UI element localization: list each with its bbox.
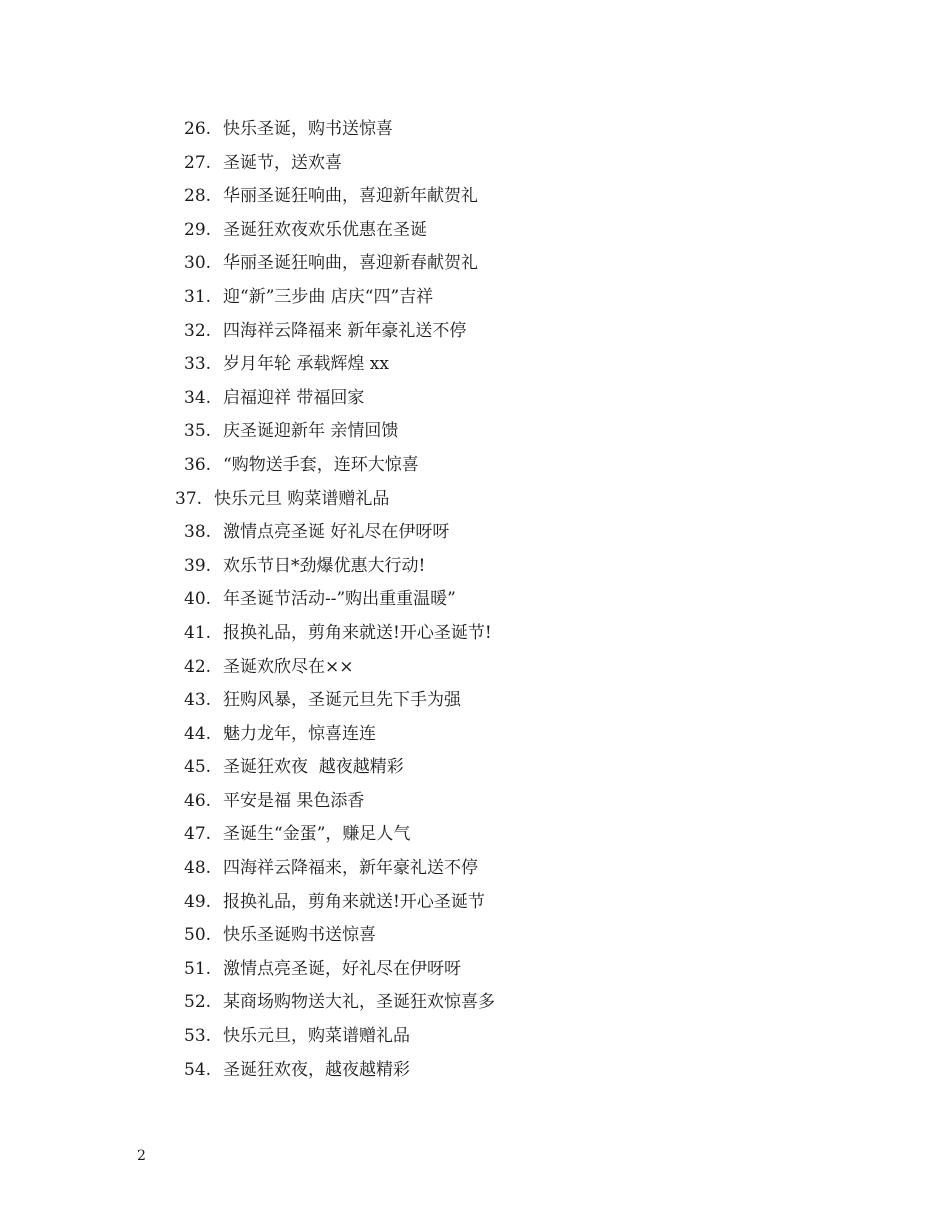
list-item xyxy=(0,550,950,584)
item-number: 41. xyxy=(184,622,212,643)
list-item xyxy=(0,651,950,685)
item-text: “购物送手套，连环大惊喜 xyxy=(223,454,419,475)
item-text: 某商场购物送大礼，圣诞狂欢惊喜多 xyxy=(223,992,495,1013)
item-text: 圣诞节，送欢喜 xyxy=(223,152,342,173)
list-item xyxy=(0,315,950,349)
list-item xyxy=(0,583,950,617)
list-item xyxy=(0,281,950,315)
list-item xyxy=(0,986,950,1020)
list-item xyxy=(0,214,950,248)
item-number: 54. xyxy=(184,1059,212,1080)
list-item xyxy=(0,785,950,819)
item-number: 44. xyxy=(184,723,212,744)
list-item xyxy=(0,1020,950,1054)
slogan-list xyxy=(0,113,950,1087)
list-item xyxy=(0,617,950,651)
list-item xyxy=(0,180,950,214)
item-number: 39. xyxy=(184,555,212,576)
item-number: 48. xyxy=(184,858,212,879)
item-number: 38. xyxy=(184,522,212,543)
item-text: 报换礼品，剪角来就送!开心圣诞节! xyxy=(223,622,492,643)
list-item xyxy=(0,382,950,416)
item-number: 46. xyxy=(184,790,212,811)
list-item xyxy=(0,147,950,181)
item-text: 华丽圣诞狂响曲，喜迎新年献贺礼 xyxy=(223,186,478,207)
item-text: 快乐元旦 购菜谱赠礼品 xyxy=(214,488,390,509)
item-number: 32. xyxy=(184,320,212,341)
item-text: 年圣诞节活动--”购出重重温暖” xyxy=(223,589,456,610)
item-number: 53. xyxy=(184,1026,212,1047)
item-number: 31. xyxy=(184,286,212,307)
item-number: 52. xyxy=(184,992,212,1013)
item-number: 37. xyxy=(175,488,203,509)
item-text: 四海祥云降福来，新年豪礼送不停 xyxy=(223,858,478,879)
item-text: 魅力龙年，惊喜连连 xyxy=(223,723,376,744)
item-number: 40. xyxy=(184,589,212,610)
page-number: 2 xyxy=(137,1148,146,1164)
item-number: 47. xyxy=(184,824,212,845)
item-text: 欢乐节日*劲爆优惠大行动! xyxy=(223,555,426,576)
list-item xyxy=(0,348,950,382)
list-item xyxy=(0,449,950,483)
list-item xyxy=(0,415,950,449)
item-number: 45. xyxy=(184,757,212,778)
item-text: 报换礼品，剪角来就送!开心圣诞节 xyxy=(223,891,485,912)
item-number: 34. xyxy=(184,387,212,408)
item-text: 启福迎祥 带福回家 xyxy=(223,387,365,408)
item-text: 迎“新”三步曲 店庆“四”吉祥 xyxy=(223,286,434,307)
item-number: 35. xyxy=(184,421,212,442)
item-text: 激情点亮圣诞 好礼尽在伊呀呀 xyxy=(223,522,450,543)
item-text: 狂购风暴，圣诞元旦先下手为强 xyxy=(223,690,461,711)
item-number: 26. xyxy=(184,119,212,139)
item-number: 28. xyxy=(184,186,212,207)
item-number: 50. xyxy=(184,925,212,946)
item-text: 岁月年轮 承载辉煌 xx xyxy=(223,354,389,375)
item-text: 圣诞狂欢夜，越夜越精彩 xyxy=(223,1059,410,1080)
list-item xyxy=(0,1054,950,1088)
item-text: 圣诞狂欢夜欢乐优惠在圣诞 xyxy=(223,219,427,240)
list-item xyxy=(0,718,950,752)
item-text: 平安是福 果色添香 xyxy=(223,790,365,811)
item-text: 激情点亮圣诞，好礼尽在伊呀呀 xyxy=(223,958,461,979)
list-item xyxy=(0,852,950,886)
list-item xyxy=(0,818,950,852)
item-text: 圣诞欢欣尽在×× xyxy=(223,656,354,677)
item-text: 庆圣诞迎新年 亲情回馈 xyxy=(223,421,399,442)
item-number: 42. xyxy=(184,656,212,677)
list-item xyxy=(0,516,950,550)
item-number: 36. xyxy=(184,454,212,475)
item-text: 快乐元旦，购菜谱赠礼品 xyxy=(223,1026,410,1047)
item-text: 快乐圣诞购书送惊喜 xyxy=(223,925,376,946)
list-item xyxy=(0,113,950,147)
list-item xyxy=(0,483,950,517)
item-text: 快乐圣诞，购书送惊喜 xyxy=(223,119,393,139)
item-number: 30. xyxy=(184,253,212,274)
list-item xyxy=(0,886,950,920)
item-number: 33. xyxy=(184,354,212,375)
item-number: 27. xyxy=(184,152,212,173)
list-item xyxy=(0,953,950,987)
list-item xyxy=(0,684,950,718)
list-item xyxy=(0,247,950,281)
item-text: 圣诞生“金蛋”，赚足人气 xyxy=(223,824,411,845)
item-text: 四海祥云降福来 新年豪礼送不停 xyxy=(223,320,467,341)
item-text: 华丽圣诞狂响曲，喜迎新春献贺礼 xyxy=(223,253,478,274)
list-item xyxy=(0,919,950,953)
item-number: 29. xyxy=(184,219,212,240)
item-text: 圣诞狂欢夜 越夜越精彩 xyxy=(223,757,404,778)
item-number: 43. xyxy=(184,690,212,711)
item-number: 51. xyxy=(184,958,212,979)
item-number: 49. xyxy=(184,891,212,912)
list-item xyxy=(0,751,950,785)
